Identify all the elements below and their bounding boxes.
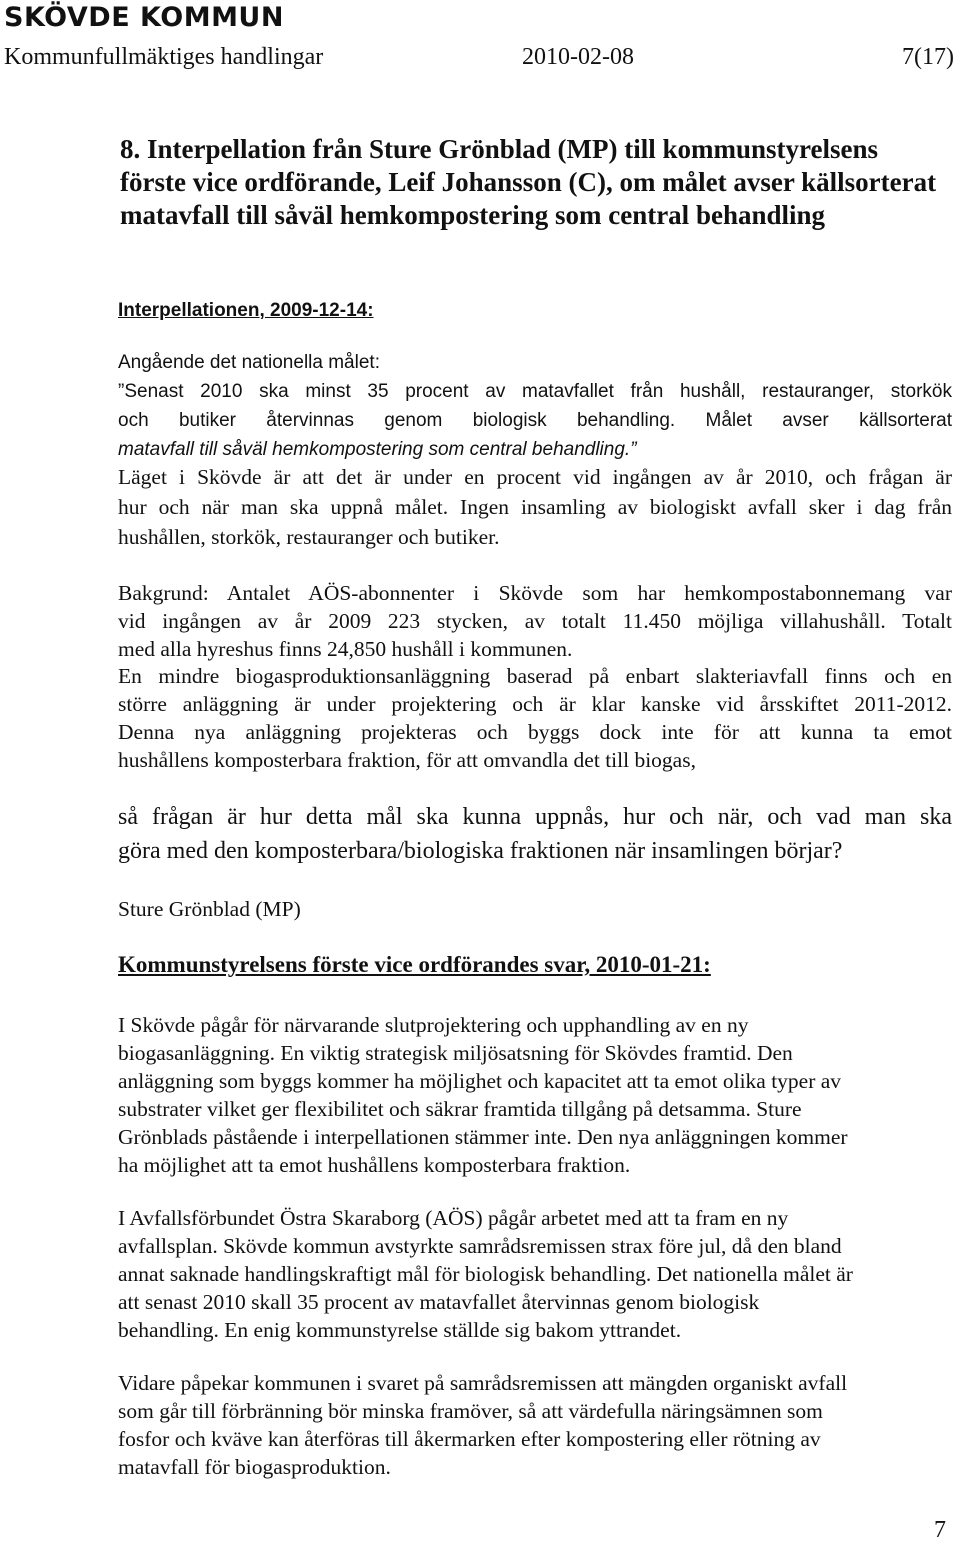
text-line: matavfall för biogasproduktion.	[118, 1455, 391, 1479]
text-line: behandling. En enig kommunstyrelse ställde sig bakom yttrandet.	[118, 1318, 682, 1342]
agenda-item-title: 8. Interpellation från Sture Grönblad (MP) till kommunstyrelsens förste vice ordförande, Leif Johansson (C), om målet avser källsorterat matavfall till såväl hemkompostering som central behandling	[120, 134, 937, 230]
text-line: vid ingången av år 2009 223 stycken, av totalt 11.450 möjliga villahushåll. Totalt	[118, 609, 952, 633]
text-line: Läget i Skövde är att det är under en procent vid ingången av år 2010, och frågan är	[118, 465, 952, 489]
text-line: ha möjlighet att ta emot hushållens komposterbara fraktion.	[118, 1153, 631, 1177]
document-title: Kommunfullmäktiges handlingar	[4, 44, 324, 70]
text-line: att senast 2010 skall 35 procent av matavfallet återvinnas genom biologisk	[118, 1290, 760, 1314]
text-line: anläggning som byggs kommer ha möjlighet och kapacitet att ta emot olika typer av	[118, 1069, 842, 1093]
text-line: En mindre biogasproduktionsanläggning baserad på enbart slakteriavfall finns och en	[118, 664, 952, 688]
page-number: 7	[934, 1517, 946, 1543]
quote-line: matavfall till såväl hemkompostering som central behandling.”	[118, 439, 637, 460]
signature: Sture Grönblad (MP)	[118, 897, 301, 921]
municipality-logo: SKÖVDE KOMMUN	[4, 2, 284, 33]
question-line: så frågan är hur detta mål ska kunna uppnås, hur och när, och vad man ska	[118, 804, 952, 830]
answer-heading: Kommunstyrelsens förste vice ordförandes svar, 2010-01-21:	[118, 952, 711, 977]
text-line: fosfor och kväve kan återföras till åkermarken efter kompostering eller rötning av	[118, 1427, 821, 1451]
text-line: Vidare påpekar kommunen i svaret på samrådsremissen att mängden organiskt avfall	[118, 1371, 848, 1395]
text-line: Angående det nationella målet:	[118, 352, 380, 373]
text-line: som går till förbränning bör minska framöver, så att värdefulla näringsämnen som	[118, 1399, 823, 1423]
text-line: Bakgrund: Antalet AÖS-abonnenter i Skövde som har hemkompostabonnemang var	[118, 581, 952, 605]
text-line: Grönblads påstående i interpellationen stämmer inte. Den nya anläggningen kommer	[118, 1125, 848, 1149]
text-line: Denna nya anläggning projekteras och byggs dock inte för att kunna ta emot	[118, 720, 952, 744]
text-line: hushållen, storkök, restauranger och butiker.	[118, 525, 500, 549]
text-line: I Skövde pågår för närvarande slutprojektering och upphandling av en ny	[118, 1013, 749, 1037]
text-line: biogasanläggning. En viktig strategisk miljösatsning för Skövdes framtid. Den	[118, 1041, 793, 1065]
page-reference: 7(17)	[902, 44, 954, 70]
quote-line: och butiker återvinnas genom biologisk behandling. Målet avser källsorterat	[118, 410, 952, 431]
interpellation-heading: Interpellationen, 2009-12-14:	[118, 300, 374, 321]
text-line: avfallsplan. Skövde kommun avstyrkte samrådsremissen strax före jul, då den bland	[118, 1234, 842, 1258]
text-line: med alla hyreshus finns 24,850 hushåll i kommunen.	[118, 637, 573, 661]
text-line: större anläggning är under projektering och är klar kanske vid årsskiftet 2011-2012.	[118, 692, 952, 716]
question-line: göra med den komposterbara/biologiska fraktionen när insamlingen börjar?	[118, 838, 843, 864]
quote-line: ”Senast 2010 ska minst 35 procent av matavfallet från hushåll, restauranger, storkök	[118, 381, 952, 402]
text-line: hushållens komposterbara fraktion, för att omvandla det till biogas,	[118, 748, 696, 772]
text-line: annat saknade handlingskraftigt mål för biologisk behandling. Det nationella målet är	[118, 1262, 853, 1286]
document-date: 2010-02-08	[522, 44, 634, 70]
text-line: hur och när man ska uppnå målet. Ingen insamling av biologiskt avfall sker i dag från	[118, 495, 952, 519]
text-line: substrater vilket ger flexibilitet och säkrar framtida tillgång på detsamma. Sture	[118, 1097, 802, 1121]
text-line: I Avfallsförbundet Östra Skaraborg (AÖS) pågår arbetet med att ta fram en ny	[118, 1206, 789, 1230]
